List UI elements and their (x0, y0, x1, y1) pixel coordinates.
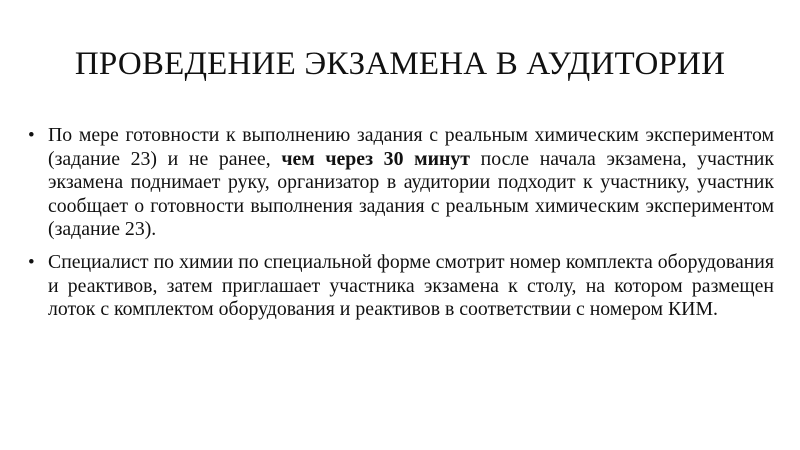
bullet-text-bold: чем через 30 минут (281, 147, 470, 170)
bullet-text (48, 124, 774, 240)
bullet-list (28, 124, 774, 331)
slide-title: ПРОВЕДЕНИЕ ЭКЗАМЕНА В АУДИТОРИИ (74, 46, 726, 82)
bullet-text-before: По мере готовности к выполнению задания с реальным химическим экспериментом (задание 23) и не ранее, (48, 124, 774, 170)
bullet-text: Специалист по химии по специальной форме смотрит номер комплекта оборудования и реактивов, затем приглашает участника экзамена к столу, на котором размещен лоток с комплектом оборудования и реактивов в соответствии с номером КИМ. (48, 250, 774, 321)
bullet-item (28, 251, 774, 322)
bullet-icon: • (28, 251, 35, 273)
bullet-icon: • (28, 125, 35, 146)
bullet-item (28, 124, 774, 242)
bullet-text-after: после начала экзамена, участник экзамена поднимает руку, организатор в аудитории подходит к участнику, участник сообщает о готовности выполнения задания с реальным химическим экспериментом (задание 23). (48, 147, 774, 241)
